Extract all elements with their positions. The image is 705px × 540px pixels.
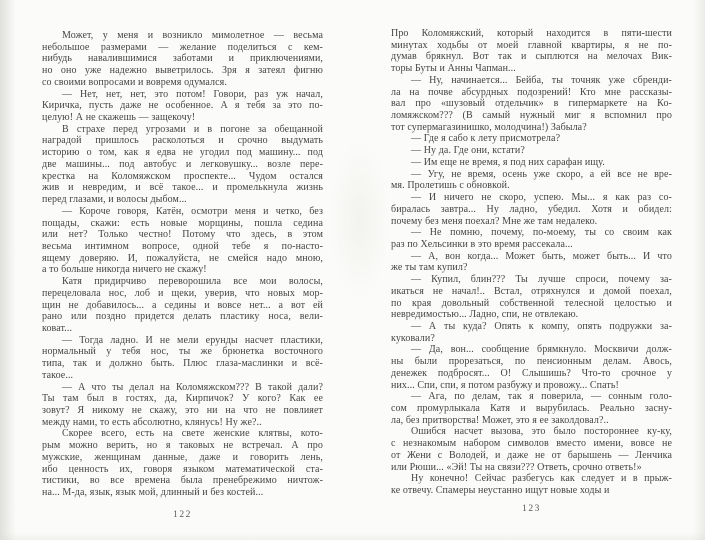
text-line: тистики, во все времена была пренебрежимо ничтож- bbox=[42, 475, 323, 487]
text-line: почему без меня поехал? Мне же там недалеко. bbox=[391, 215, 598, 227]
text-line: или Рюши... «Эй! Ты на связи??? Ответь, срочно ответь!» bbox=[391, 461, 642, 473]
text-line: коват... bbox=[42, 322, 73, 334]
text-line: нибудь навалившимися заботами и приключениями, bbox=[42, 53, 323, 65]
text-line: зовут? Я никому не скажу, это ни на что не повлияет bbox=[42, 405, 323, 416]
text-line: Катя придирчиво переворошила все мои волосы, bbox=[62, 276, 323, 288]
text-line: торы Буты и Анны Чапман... bbox=[391, 63, 516, 75]
text-line: такое... bbox=[42, 369, 74, 381]
text-line: Ты там был в гостях, да, Кирпичок? У кого? Как ее bbox=[42, 393, 323, 405]
text-line: Скорее всего, есть на свете женские клятвы, кото- bbox=[62, 428, 323, 440]
text-line: — Где я сабо к лету присмотрела? bbox=[411, 133, 561, 145]
text-line: но оно уже надежно выветрилось. Зря я затеял фигню bbox=[42, 65, 323, 77]
text-line: перецеловала нос, лоб и щеки, уверив, что новых мор- bbox=[42, 287, 323, 299]
text-line: — Угу, не время, осень уже скоро, а ей все не вре- bbox=[411, 168, 672, 180]
text-line: — Ну, начинается... Бейба, ты точняк уже сбренди- bbox=[411, 74, 672, 86]
text-line: — И ничего не скоро, успею. Мы... я как раз со- bbox=[411, 192, 672, 204]
text-line: целую! А не скажешь — защекочу! bbox=[42, 112, 196, 124]
text-line: денежек подбросят... О! Слышишь? Что-то срочное у bbox=[391, 367, 672, 379]
text-line: Киричка, пусть даже не особенное. А я тебя за это по- bbox=[42, 100, 323, 112]
text-line: историю о том, как я едва не угодил под машину... под bbox=[42, 147, 323, 159]
scan-smudge bbox=[330, 140, 390, 300]
text-line: — Нет, нет, нет, это потом! Говори, раз уж начал, bbox=[62, 88, 323, 100]
text-line: небольшое размерами — желание поделиться с кем- bbox=[42, 41, 323, 53]
text-line: тот супермагазинишко, молодчина!) Забыла? bbox=[391, 121, 587, 133]
text-line: В страхе перед угрозами и в погоне за обещанной bbox=[62, 123, 323, 135]
text-line: — Короче говоря, Катён, осмотри меня и четко, без bbox=[62, 205, 323, 217]
text-line: от Жени с Володей, и даже не от барышень — Ленчика bbox=[391, 449, 672, 461]
text-line: Ошибся насчет вызова, это было постороннее ку-ку, bbox=[411, 426, 672, 438]
text-line: ла, без притворства! Может, это я ее заколдовал?.. bbox=[391, 414, 609, 426]
page-text-right bbox=[391, 28, 672, 497]
text-line: ящему доверяю. И, пожалуйста, не смейся надо мною, bbox=[42, 252, 323, 264]
text-line: — Не помню, почему, по-моему, ты со своим как bbox=[411, 227, 672, 239]
text-line: — Тогда ладно. И не мели ерунды насчет пластики, bbox=[62, 334, 323, 346]
text-line: них... Спи, спи, я потом разбужу и провожу... Спать! bbox=[391, 379, 619, 391]
text-line: ибо ценность их, говоря языком математической ста- bbox=[42, 463, 323, 475]
text-line: раз по Хельсинки в это время рассекала... bbox=[391, 238, 573, 250]
book-page-right bbox=[391, 28, 672, 514]
text-line: перед глазами, и волосы дыбом... bbox=[42, 194, 187, 206]
text-line: пощады, скажи: есть новые морщины, пошла седина bbox=[42, 217, 323, 229]
text-line: ке отвечу. Спамеры неустанно ищут новые ходы и bbox=[391, 485, 610, 497]
text-line: мужские, женщинам данные, даже и говорить лень, bbox=[42, 451, 323, 463]
text-line: весьма интимном вопросе, одной тебе я по-насто- bbox=[42, 240, 323, 252]
text-line: между нами, то есть абсолютно, клянусь! Ну же?.. bbox=[42, 416, 262, 428]
text-line: рым можно верить, но я таковых не встречал. А про bbox=[42, 440, 323, 452]
text-line: же ты там купил? bbox=[391, 262, 468, 274]
text-line: биралась завтра... Ну ладно, убедил. Хотя и обидел: bbox=[391, 203, 672, 215]
text-line: — Да, вон... сообщение брямкнуло. Москвичи долж- bbox=[411, 344, 672, 356]
text-line: или нет? Только честно! Потому что здесь, в этом bbox=[42, 229, 323, 241]
text-line: щин не добавилось... а седины и вовсе нет... а вот ей bbox=[42, 299, 323, 311]
text-line: наградой пришлось расколоться и срочно выдумать bbox=[42, 135, 323, 147]
text-line: рано или поздно придется делать пластику носа, вели- bbox=[42, 311, 323, 323]
text-line: типа, так и должно быть. Плюс глаза-маслинки и всё- bbox=[42, 358, 323, 370]
page-text-left bbox=[42, 30, 323, 499]
text-line: куковали? bbox=[391, 332, 435, 344]
text-line: по края довольный собственной телесной целостью и bbox=[391, 297, 672, 309]
text-line: Про Коломяжский, который находится в пяти-шести bbox=[391, 28, 672, 39]
book-page-left bbox=[42, 30, 323, 520]
text-line: сом промурлыкала Катя и вырубилась. Реально засну- bbox=[391, 403, 672, 414]
text-line: — А ты куда? Опять к компу, опять подружки за- bbox=[411, 320, 672, 332]
text-line: с незнакомым набором символов вместо имени, вовсе не bbox=[391, 438, 672, 450]
text-line: жив и невредим, и всё такое... и промелькнула жизнь bbox=[42, 182, 323, 194]
scan-edge-right bbox=[693, 0, 705, 540]
text-line: икаться не начал!.. Встал, отряхнулся и домой поехал, bbox=[391, 285, 672, 297]
text-line: ны были прорезаться, по пенсионным делам. Авось, bbox=[391, 356, 672, 368]
text-line: — Ага, по делам, так я поверила, — сонным голо- bbox=[411, 391, 672, 403]
text-line: невредимостью... Ладно, спи, не отвлекаю. bbox=[391, 309, 579, 321]
scan-edge-bottom bbox=[0, 532, 705, 540]
text-line: две машины... под автобус и легковушку... возле пере- bbox=[42, 158, 323, 170]
text-line: нормальный у тебя нос, ты же брюнетка восточного bbox=[42, 346, 323, 358]
text-line: — А что ты делал на Коломяжском??? В такой дали? bbox=[62, 381, 323, 393]
text-line: — Купил, блин??? Ты лучше спроси, почему за- bbox=[411, 274, 672, 286]
text-line: Ну конечно! Сейчас разбегусь как следует и в прыж- bbox=[411, 473, 672, 485]
text-line: крестка на Коломяжском проспекте... Чудом остался bbox=[42, 170, 323, 182]
text-line: мя. Пролетишь с обновкой. bbox=[391, 180, 510, 192]
text-line: вал про «шузовый отдельчик» в гипермаркете на Ко- bbox=[391, 98, 672, 110]
text-line: — А, вон когда... Может быть, может быть... И что bbox=[411, 250, 672, 262]
text-line: — Ну да. Где они, кстати? bbox=[411, 145, 525, 157]
text-line: а то больше никогда ничего не скажу! bbox=[42, 264, 207, 276]
page-number: 122 bbox=[173, 510, 192, 520]
text-line: думав брякнул. Вот так и сыплются на мелочах Вик- bbox=[391, 51, 672, 63]
text-line: минутах ходьбы от моей главной квартиры, я не по- bbox=[391, 39, 672, 51]
text-line: ломяжском??? (В самый нужный миг я вспомнил про bbox=[391, 110, 672, 122]
text-line: Может, у меня и возникло мимолетное — весьма bbox=[62, 30, 323, 41]
text-line: со своими вопросами и вовремя одумался. bbox=[42, 76, 227, 88]
scan-edge-left bbox=[0, 0, 16, 540]
text-line: — Им еще не время, я под них сарафан ищу. bbox=[411, 156, 605, 168]
text-line: на... М-да, язык, язык мой, длинный и без костей... bbox=[42, 487, 264, 499]
page-number: 123 bbox=[522, 504, 541, 514]
text-line: ла на почве абсурдных подозрений! Кто мне рассказы- bbox=[391, 86, 672, 98]
